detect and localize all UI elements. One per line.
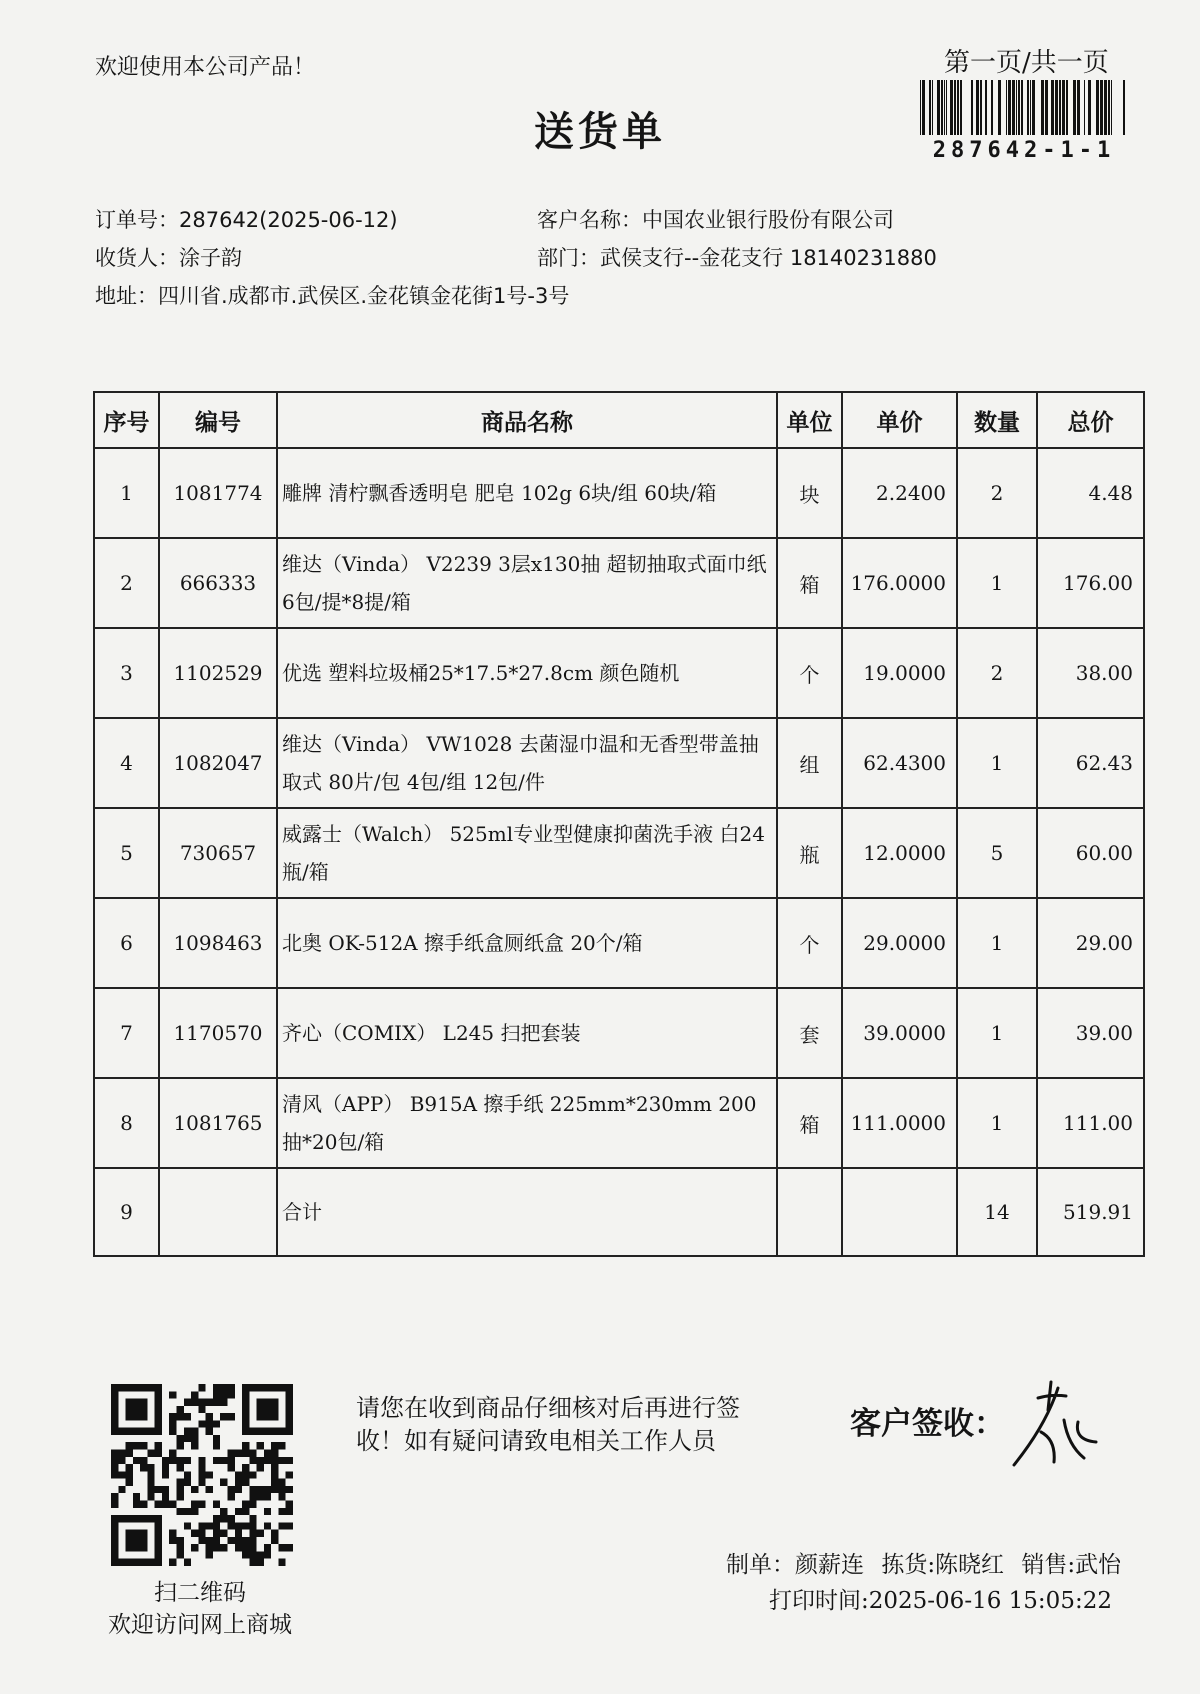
row-product-name: 北奥 OK-512A 擦手纸盒厕纸盒 20个/箱 [277, 898, 777, 988]
qr-code-image[interactable] [111, 1384, 293, 1566]
row-unit-price: 2.2400 [842, 448, 957, 538]
maker-name: 制单：颜薪连 [726, 1552, 864, 1578]
picker-name: 拣货:陈晓红 [881, 1552, 1005, 1578]
row-code: 1081774 [159, 448, 277, 538]
row-no: 6 [94, 898, 159, 988]
row-total-price: 38.00 [1037, 628, 1144, 718]
print-time: 打印时间:2025-06-16 15:05:22 [769, 1588, 1112, 1614]
row-unit-price: 12.0000 [842, 808, 957, 898]
row-product-name: 维达（Vinda） V2239 3层x130抽 超韧抽取式面巾纸 6包/提*8提/箱 [277, 538, 777, 628]
page-indicator: 第一页/共一页 [944, 48, 1109, 78]
row-no: 1 [94, 448, 159, 538]
row-quantity: 5 [957, 808, 1037, 898]
header-unit: 单位 [777, 392, 842, 448]
header-no: 序号 [94, 392, 159, 448]
header-quantity: 数量 [957, 392, 1037, 448]
sign-notice: 请您在收到商品仔细核对后再进行签收！如有疑问请致电相关工作人员 [356, 1394, 740, 1455]
delivery-address: 地址：四川省.成都市.武侯区.金花镇金花街1号-3号 [95, 284, 570, 308]
row-code: 1098463 [159, 898, 277, 988]
row-quantity: 2 [957, 448, 1037, 538]
table-row [94, 718, 1144, 808]
table-row [94, 628, 1144, 718]
order-number: 订单号：287642(2025-06-12) [95, 208, 398, 232]
row-code: 1082047 [159, 718, 277, 808]
receiver-name: 收货人：涂子韵 [95, 246, 242, 270]
items-table [93, 391, 1145, 1257]
row-quantity: 1 [957, 988, 1037, 1078]
row-unit-price: 19.0000 [842, 628, 957, 718]
row-product-name: 维达（Vinda） VW1028 去菌湿巾温和无香型带盖抽取式 80片/包 4包/组 12包/件 [277, 718, 777, 808]
row-code: 1102529 [159, 628, 277, 718]
total-amount: 519.91 [1037, 1168, 1144, 1256]
row-quantity: 1 [957, 538, 1037, 628]
row-unit: 个 [777, 898, 842, 988]
row-code: 666333 [159, 538, 277, 628]
staff-info [726, 1546, 1131, 1579]
row-code: 730657 [159, 808, 277, 898]
row-unit: 套 [777, 988, 842, 1078]
total-row-price [842, 1168, 957, 1256]
row-unit: 组 [777, 718, 842, 808]
table-row [94, 448, 1144, 538]
qr-caption: 扫二维码 [154, 1580, 246, 1606]
row-quantity: 1 [957, 898, 1037, 988]
row-total-price: 111.00 [1037, 1078, 1144, 1168]
department-info: 部门：武侯支行--金花支行 18140231880 [537, 246, 937, 270]
row-quantity: 1 [957, 718, 1037, 808]
row-no: 2 [94, 538, 159, 628]
total-row-code [159, 1168, 277, 1256]
row-total-price: 39.00 [1037, 988, 1144, 1078]
total-row-no: 9 [94, 1168, 159, 1256]
handwritten-signature [996, 1370, 1106, 1480]
row-product-name: 齐心（COMIX） L245 扫把套装 [277, 988, 777, 1078]
row-no: 7 [94, 988, 159, 1078]
sales-name: 销售:武怡 [1021, 1552, 1122, 1578]
table-row [94, 1078, 1144, 1168]
header-code: 编号 [159, 392, 277, 448]
row-unit-price: 111.0000 [842, 1078, 957, 1168]
row-unit: 箱 [777, 1078, 842, 1168]
row-total-price: 60.00 [1037, 808, 1144, 898]
row-code: 1170570 [159, 988, 277, 1078]
row-product-name: 优选 塑料垃圾桶25*17.5*27.8cm 颜色随机 [277, 628, 777, 718]
qr-caption-subtitle: 欢迎访问网上商城 [108, 1612, 292, 1638]
header-total-price: 总价 [1037, 392, 1144, 448]
table-row [94, 538, 1144, 628]
total-row [94, 1168, 1144, 1256]
row-total-price: 29.00 [1037, 898, 1144, 988]
customer-sign-label: 客户签收： [850, 1406, 1005, 1442]
row-code: 1081765 [159, 1078, 277, 1168]
row-no: 8 [94, 1078, 159, 1168]
document-title: 送货单 [534, 109, 666, 155]
row-product-name: 清风（APP） B915A 擦手纸 225mm*230mm 200抽*20包/箱 [277, 1078, 777, 1168]
customer-name: 客户名称：中国农业银行股份有限公司 [537, 208, 894, 232]
total-row-unit [777, 1168, 842, 1256]
row-unit-price: 39.0000 [842, 988, 957, 1078]
table-row [94, 808, 1144, 898]
row-unit: 块 [777, 448, 842, 538]
total-row-label: 合计 [277, 1168, 777, 1256]
table-row [94, 898, 1144, 988]
row-no: 3 [94, 628, 159, 718]
table-header-row [94, 392, 1144, 448]
header-unit-price: 单价 [842, 392, 957, 448]
row-unit: 箱 [777, 538, 842, 628]
row-quantity: 2 [957, 628, 1037, 718]
row-unit: 个 [777, 628, 842, 718]
row-product-name: 威露士（Walch） 525ml专业型健康抑菌洗手液 白24瓶/箱 [277, 808, 777, 898]
row-no: 5 [94, 808, 159, 898]
row-product-name: 雕牌 清柠飘香透明皂 肥皂 102g 6块/组 60块/箱 [277, 448, 777, 538]
row-unit: 瓶 [777, 808, 842, 898]
row-no: 4 [94, 718, 159, 808]
row-unit-price: 176.0000 [842, 538, 957, 628]
table-row [94, 988, 1144, 1078]
row-unit-price: 29.0000 [842, 898, 957, 988]
row-unit-price: 62.4300 [842, 718, 957, 808]
barcode-number: 287642-1-1 [932, 138, 1116, 163]
row-total-price: 4.48 [1037, 448, 1144, 538]
header-product-name: 商品名称 [277, 392, 777, 448]
row-total-price: 62.43 [1037, 718, 1144, 808]
total-quantity: 14 [957, 1168, 1037, 1256]
row-total-price: 176.00 [1037, 538, 1144, 628]
row-quantity: 1 [957, 1078, 1037, 1168]
welcome-text: 欢迎使用本公司产品！ [95, 55, 316, 80]
